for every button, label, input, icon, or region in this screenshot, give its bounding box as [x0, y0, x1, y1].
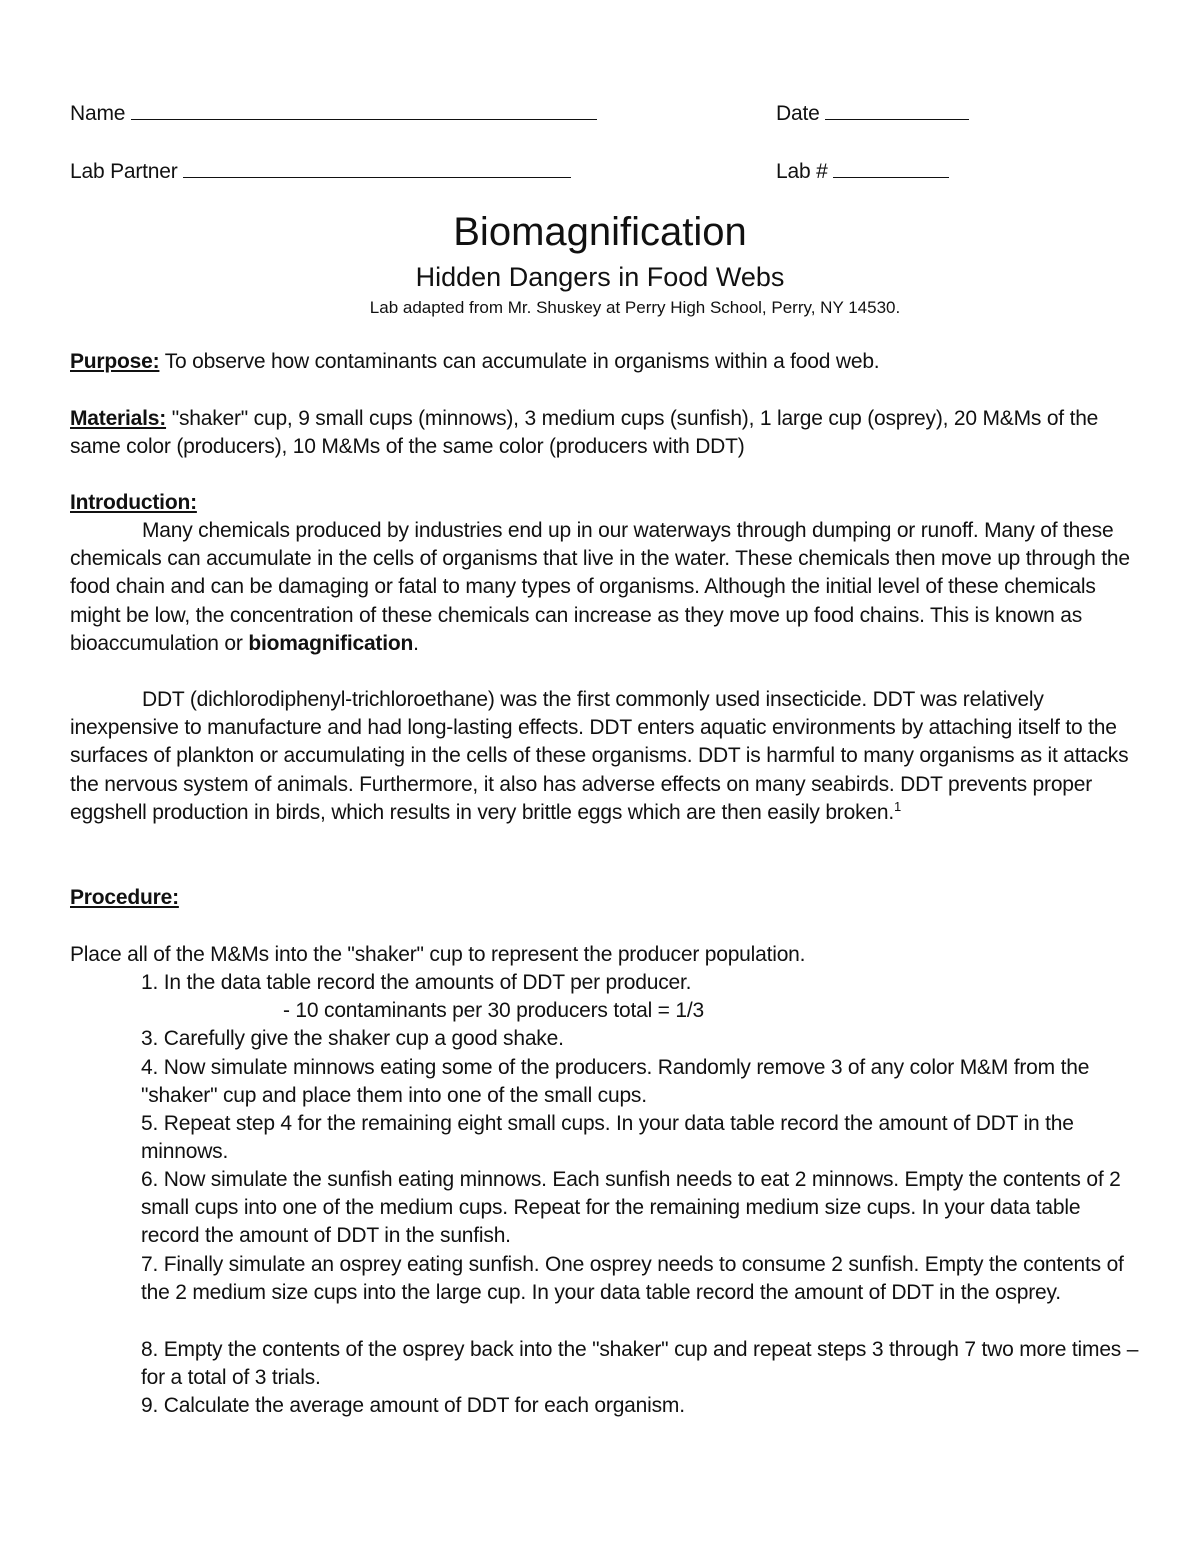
name-label: Name [70, 102, 126, 125]
purpose-text: To observe how contaminants can accumulate in organisms within a food web. [164, 350, 880, 373]
procedure-heading: Procedure: [70, 886, 179, 909]
lab-credit: Lab adapted from Mr. Shuskey at Perry High School, Perry, NY 14530. [369, 298, 901, 317]
page-title: Biomagnification [453, 210, 747, 254]
procedure-step: 1. In the data table record the amounts of DDT per producer. [141, 971, 692, 994]
introduction-p1-text: Many chemicals produced by industries end up in our waterways through dumping or runoff. Many of these chemicals can accumulate in the cells of organisms that live in the water. These chemicals then move up through the food chain and can be damaging or fatal to many types of organisms. Although the initial level of these chemicals might be low, the concentration of these chemicals can increase as they move up food chains. This is known as bioaccumulation or [70, 519, 1130, 655]
lab-number-field [776, 158, 949, 186]
procedure-step: 7. Finally simulate an osprey eating sunfish. One osprey needs to consume 2 sunfish. Empty the contents of the 2 medium size cups into the large cup. In your data table record the amount of DDT in the osprey. [141, 1253, 1124, 1305]
introduction-paragraph-1 [70, 517, 1140, 658]
introduction-paragraph-2 [70, 686, 1140, 827]
footnote-mark: 1 [893, 798, 902, 814]
date-blank[interactable] [825, 101, 969, 120]
date-label: Date [776, 102, 820, 125]
procedure-step: 6. Now simulate the sunfish eating minnows. Each sunfish needs to eat 2 minnows. Empty the contents of 2 small cups into one of the medium cups. Repeat for the remaining medium size cups. In your data table record the amount of DDT in the sunfish. [141, 1168, 1121, 1248]
page-subtitle: Hidden Dangers in Food Webs [415, 262, 785, 292]
lab-partner-field [70, 158, 571, 186]
lab-partner-blank[interactable] [183, 159, 571, 178]
name-field [70, 100, 597, 128]
procedure-step: 3. Carefully give the shaker cup a good shake. [141, 1027, 564, 1050]
materials-text: "shaker" cup, 9 small cups (minnows), 3 medium cups (sunfish), 1 large cup (osprey), 20 M&Ms of the same color (producers), 10 M&Ms of the same color (producers with DDT) [70, 407, 1099, 459]
name-blank[interactable] [131, 101, 597, 120]
introduction-p2-text: DDT (dichlorodiphenyl-trichloroethane) was the first commonly used insecticide. DDT was relatively inexpensive to manufacture and had long-lasting effects. DDT enters aquatic environments by attaching itself to the surfaces of plankton or accumulating in the cells of these organisms. DDT is harmful to many organisms as it attacks the nervous system of animals. Furthermore, it also has adverse effects on many seabirds. DDT prevents proper eggshell production in birds, which results in very brittle eggs which are then easily broken. [70, 688, 1129, 824]
materials-section [70, 405, 1140, 461]
biomagnification-term: biomagnification [248, 631, 414, 655]
procedure-step: 5. Repeat step 4 for the remaining eight small cups. In your data table record the amount of DDT in the minnows. [141, 1112, 1074, 1164]
lab-partner-label: Lab Partner [70, 160, 178, 183]
date-field [776, 100, 969, 128]
procedure-step: 9. Calculate the average amount of DDT for each organism. [141, 1394, 685, 1417]
introduction-p1-end: . [413, 631, 419, 655]
procedure-substep: - 10 contaminants per 30 producers total = 1/3 [283, 999, 704, 1022]
lab-number-blank[interactable] [833, 159, 949, 178]
introduction-heading: Introduction: [70, 491, 197, 514]
procedure-step: 4. Now simulate minnows eating some of the producers. Randomly remove 3 of any color M&M from the "shaker" cup and place them into one of the small cups. [141, 1056, 1090, 1108]
procedure-heading-row [70, 884, 1140, 912]
introduction-heading-row [70, 489, 1140, 517]
materials-heading: Materials: [70, 407, 167, 430]
purpose-section [70, 348, 1140, 376]
procedure-lead: Place all of the M&Ms into the "shaker" cup to represent the producer population. [70, 943, 806, 966]
lab-number-label: Lab # [776, 160, 828, 183]
procedure-step: 8. Empty the contents of the osprey back into the "shaker" cup and repeat steps 3 through 7 two more times – for a total of 3 trials. [141, 1338, 1139, 1390]
purpose-heading: Purpose: [70, 350, 160, 373]
